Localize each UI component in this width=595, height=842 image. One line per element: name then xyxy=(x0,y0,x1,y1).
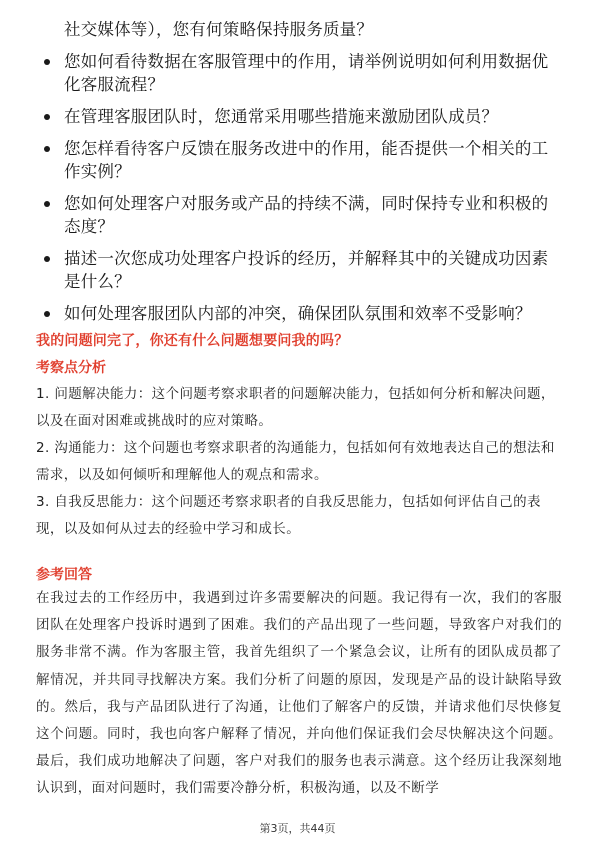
question-text: 您如何看待数据在客服管理中的作用，请举例说明如何利用数据优化客服流程？ xyxy=(64,52,549,94)
analysis-list xyxy=(36,381,562,543)
question-item xyxy=(44,50,564,96)
question-item xyxy=(44,192,564,238)
analysis-heading: 考察点分析 xyxy=(36,360,106,376)
question-item xyxy=(44,247,564,293)
analysis-item: 1. 问题解决能力：这个问题考察求职者的问题解决能力，包括如何分析和解决问题，以及在面对困难或挑战时的应对策略。 xyxy=(36,386,555,429)
question-item xyxy=(44,302,564,325)
bullet-dot-icon xyxy=(44,146,50,152)
bullet-dot-icon xyxy=(44,311,50,317)
question-text: 您如何处理客户对服务或产品的持续不满，同时保持专业和积极的态度？ xyxy=(64,194,549,236)
question-list xyxy=(44,18,564,334)
question-text: 社交媒体等），您有何策略保持服务质量？ xyxy=(64,20,374,39)
question-item-continuation xyxy=(44,18,564,41)
bullet-dot-icon xyxy=(44,256,50,262)
bullet-dot-icon xyxy=(44,59,50,65)
page-number: 第3页，共44页 xyxy=(259,822,336,835)
question-text: 在管理客服团队时，您通常采用哪些措施来激励团队成员？ xyxy=(64,107,499,126)
bullet-dot-icon xyxy=(44,114,50,120)
bullet-dot-icon xyxy=(44,201,50,207)
closing-question: 我的问题问完了，你还有什么问题想要问我的吗？ xyxy=(36,333,349,349)
question-text: 如何处理客服团队内部的冲突，确保团队氛围和效率不受影响？ xyxy=(64,304,532,323)
analysis-item: 3. 自我反思能力：这个问题还考察求职者的自我反思能力，包括如何评估自己的表现，以及如何从过去的经验中学习和成长。 xyxy=(36,494,541,537)
reference-answer: 在我过去的工作经历中，我遇到过许多需要解决的问题。我记得有一次，我们的客服团队在处理客户投诉时遇到了困难。我们的产品出现了一些问题，导致客户对我们的服务非常不满。作为客服主管，我首先组织了一个紧急会议，让所有的团队成员都了解情况，并共同寻找解决方案。我们分析了问题的原因，发现是产品的设计缺陷导致的。然后，我与产品团队进行了沟通，让他们了解客户的反馈，并请求他们尽快修复这个问题。同时，我也向客户解释了情况，并向他们保证我们会尽快解决这个问题。最后，我们成功地解决了问题，客户对我们的服务也表示满意。这个经历让我深刻地认识到，面对问题时，我们需要冷静分析，积极沟通，以及不断学 xyxy=(36,590,562,797)
question-item xyxy=(44,105,564,128)
analysis-item: 2. 沟通能力：这个问题也考察求职者的沟通能力，包括如何有效地表达自己的想法和需求，以及如何倾听和理解他人的观点和需求。 xyxy=(36,440,555,483)
question-text: 您怎样看待客户反馈在服务改进中的作用，能否提供一个相关的工作实例？ xyxy=(64,139,549,181)
question-text: 描述一次您成功处理客户投诉的经历，并解释其中的关键成功因素是什么？ xyxy=(64,249,549,291)
reference-heading: 参考回答 xyxy=(36,567,92,583)
question-item xyxy=(44,137,564,183)
